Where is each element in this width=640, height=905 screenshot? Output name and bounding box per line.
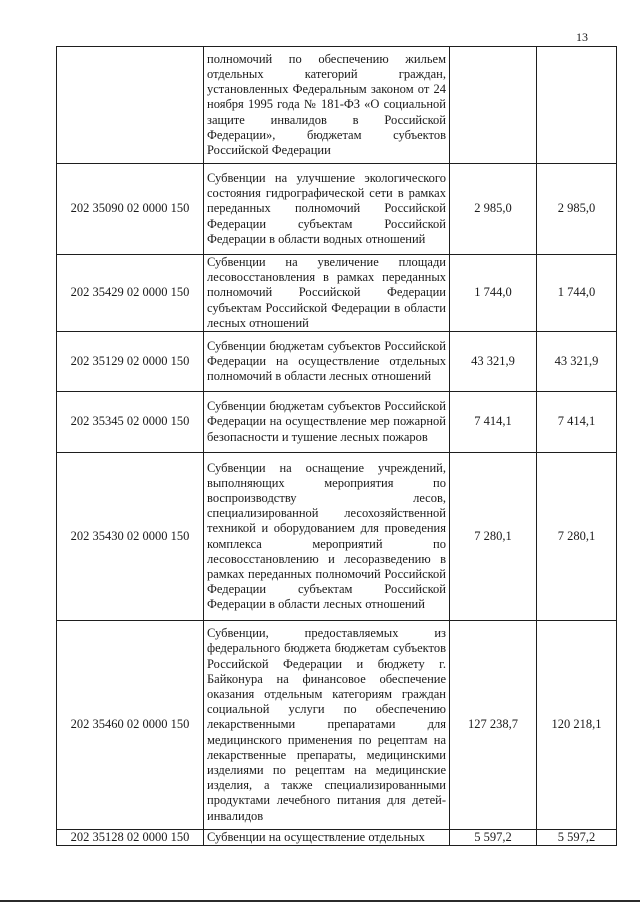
row-description: Субвенции бюджетам субъектов Российской Федерации на осуществление отдельных полномочий в области лесных отношений: [204, 332, 450, 392]
table-row: [57, 392, 617, 453]
row-amount-2: 5 597,2: [537, 830, 617, 846]
row-amount-2: 120 218,1: [537, 621, 617, 830]
row-description: Субвенции на увеличение площади лесовосстановления в рамках переданных полномочий Российской Федерации субъектам Российской Федерации в области лесных отношений: [204, 255, 450, 332]
row-code: 202 35090 02 0000 150: [57, 164, 204, 255]
row-code: 202 35430 02 0000 150: [57, 453, 204, 621]
row-amount-2: 7 414,1: [537, 392, 617, 453]
row-description: Субвенции на осуществление отдельных: [204, 830, 450, 846]
table-row: [57, 164, 617, 255]
table-row: [57, 47, 617, 164]
row-description: Субвенции на улучшение экологического состояния гидрографической сети в рамках переданных полномочий Российской Федерации субъектам Российской Федерации в области водных отношений: [204, 164, 450, 255]
row-amount-2: 7 280,1: [537, 453, 617, 621]
table-row: [57, 621, 617, 830]
row-amount-1: 43 321,9: [450, 332, 537, 392]
page-number: 13: [576, 30, 588, 44]
row-amount-2: 1 744,0: [537, 255, 617, 332]
row-description: Субвенции на оснащение учреждений, выполняющих мероприятия по воспроизводству лесов, специализированной лесохозяйственной техникой и оборудованием для проведения комплекса мероприятий по лесовосстановлению и лесоразведению в рамках переданных полномочий Российской Федерации субъектам Российской Федерации в области лесных отношений: [204, 453, 450, 621]
row-amount-1: 1 744,0: [450, 255, 537, 332]
table-row: [57, 830, 617, 846]
row-code: 202 35128 02 0000 150: [57, 830, 204, 846]
row-code: 202 35460 02 0000 150: [57, 621, 204, 830]
budget-table: [56, 46, 617, 846]
row-amount-1: [450, 47, 537, 164]
page-bottom-edge: [0, 900, 640, 902]
row-code: 202 35129 02 0000 150: [57, 332, 204, 392]
table-row: [57, 255, 617, 332]
row-amount-1: 7 280,1: [450, 453, 537, 621]
row-amount-2: [537, 47, 617, 164]
row-amount-1: 7 414,1: [450, 392, 537, 453]
row-amount-1: 127 238,7: [450, 621, 537, 830]
row-description: Субвенции, предоставляемых из федерального бюджета бюджетам субъектов Российской Федерации и бюджету г. Байконура на финансовое обеспечение оказания отдельным категориям граждан социальной услуги по обеспечению лекарственными препаратами для медицинского применения по рецептам на лекарственные препараты, медицинскими изделиями по рецептам на медицинские изделия, а также специализированными продуктами лечебного питания для детей-инвалидов: [204, 621, 450, 830]
row-code: 202 35429 02 0000 150: [57, 255, 204, 332]
row-code: 202 35345 02 0000 150: [57, 392, 204, 453]
row-amount-2: 2 985,0: [537, 164, 617, 255]
row-amount-1: 5 597,2: [450, 830, 537, 846]
row-description: Субвенции бюджетам субъектов Российской Федерации на осуществление мер пожарной безопасности и тушение лесных пожаров: [204, 392, 450, 453]
row-amount-2: 43 321,9: [537, 332, 617, 392]
table-row: [57, 453, 617, 621]
row-description: полномочий по обеспечению жильем отдельных категорий граждан, установленных Федеральным законом от 24 ноября 1995 года № 181-ФЗ «О социальной защите инвалидов в Российской Федерации», бюджетам субъектов Российской Федерации: [204, 47, 450, 164]
row-amount-1: 2 985,0: [450, 164, 537, 255]
table-row: [57, 332, 617, 392]
row-code: [57, 47, 204, 164]
